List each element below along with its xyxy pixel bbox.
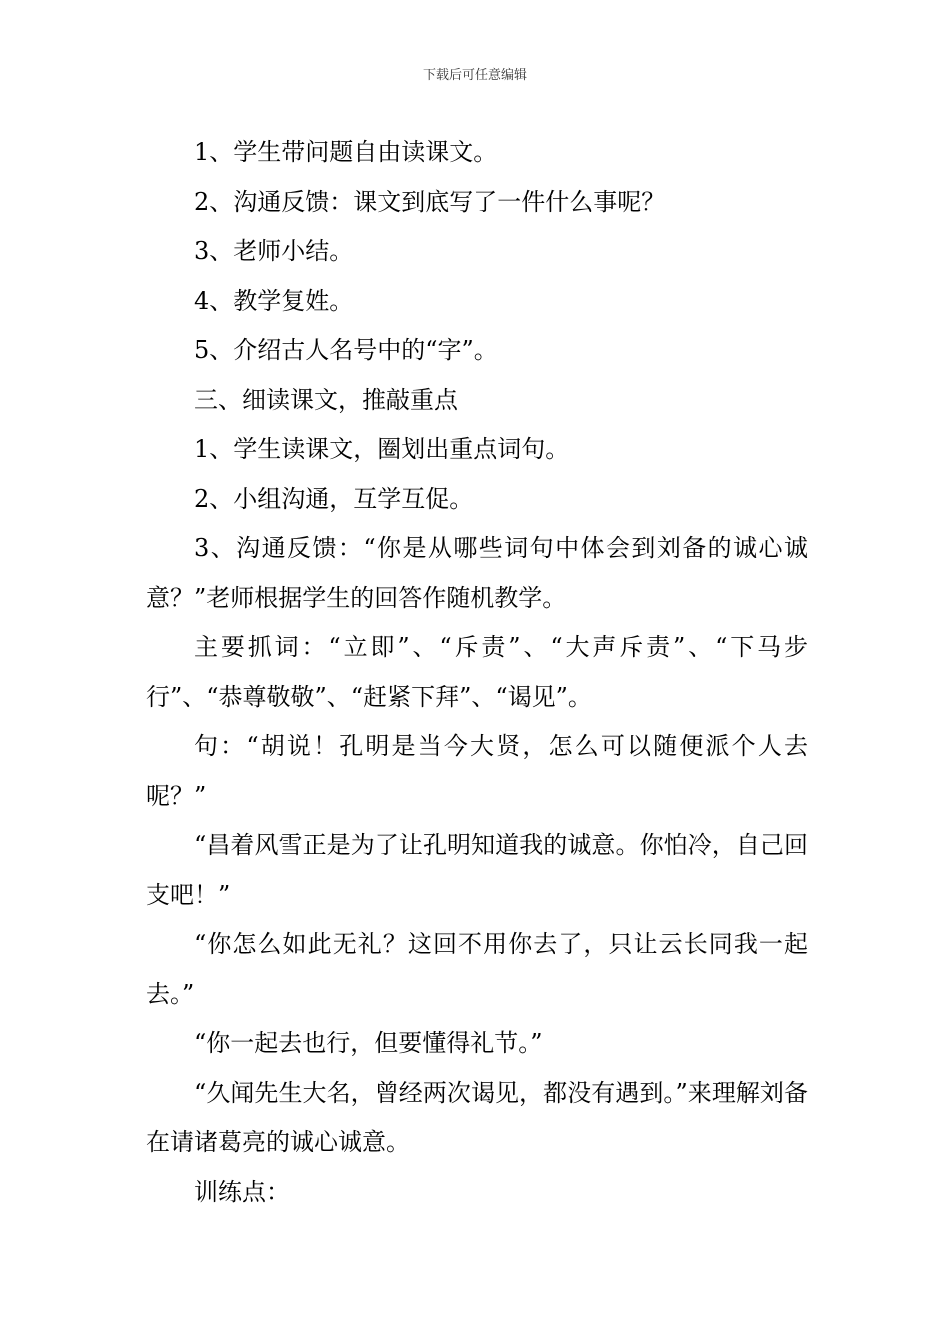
paragraph: “你一起去也行，但要懂得礼节。” bbox=[194, 1029, 543, 1057]
paragraph: 3、老师小结。 bbox=[194, 237, 354, 265]
paragraph: 训练点： bbox=[194, 1177, 290, 1206]
paragraph: 1、学生带问题自由读课文。 bbox=[194, 138, 498, 166]
paragraph: 主要抓词：“立即”、“斥责”、“大声斥责”、“下马步行”、“恭尊敬敬”、“赶紧下拜”、“谒见”。 bbox=[146, 633, 808, 711]
paragraph: “昌着风雪正是为了让孔明知道我的诚意。你怕冷，自己回支吧！” bbox=[146, 831, 808, 909]
page-header-note: 下载后可任意编辑 bbox=[422, 68, 527, 83]
paragraph: 3、沟通反馈：“你是从哪些词句中体会到刘备的诚心诚意？”老师根据学生的回答作随机教学。 bbox=[146, 534, 808, 612]
paragraph: “久闻先生大名，曾经两次谒见，都没有遇到。”来理解刘备在请诸葛亮的诚心诚意。 bbox=[146, 1078, 808, 1156]
paragraph: 2、小组沟通，互学互促。 bbox=[194, 484, 474, 513]
document-body bbox=[146, 128, 808, 1217]
section-heading: 三、细读课文，推敲重点 bbox=[194, 385, 458, 414]
paragraph: 1、学生读课文，圈划出重点词句。 bbox=[194, 435, 570, 463]
paragraph: 5、介绍古人名号中的“字”。 bbox=[194, 336, 498, 364]
paragraph: “你怎么如此无礼？这回不用你去了，只让云长同我一起去。” bbox=[146, 930, 808, 1008]
paragraph: 句：“胡说！孔明是当今大贤，怎么可以随便派个人去呢？” bbox=[146, 732, 808, 810]
paragraph: 2、沟通反馈：课文到底写了一件什么事呢？ bbox=[194, 187, 666, 216]
paragraph: 4、教学复姓。 bbox=[194, 286, 354, 315]
